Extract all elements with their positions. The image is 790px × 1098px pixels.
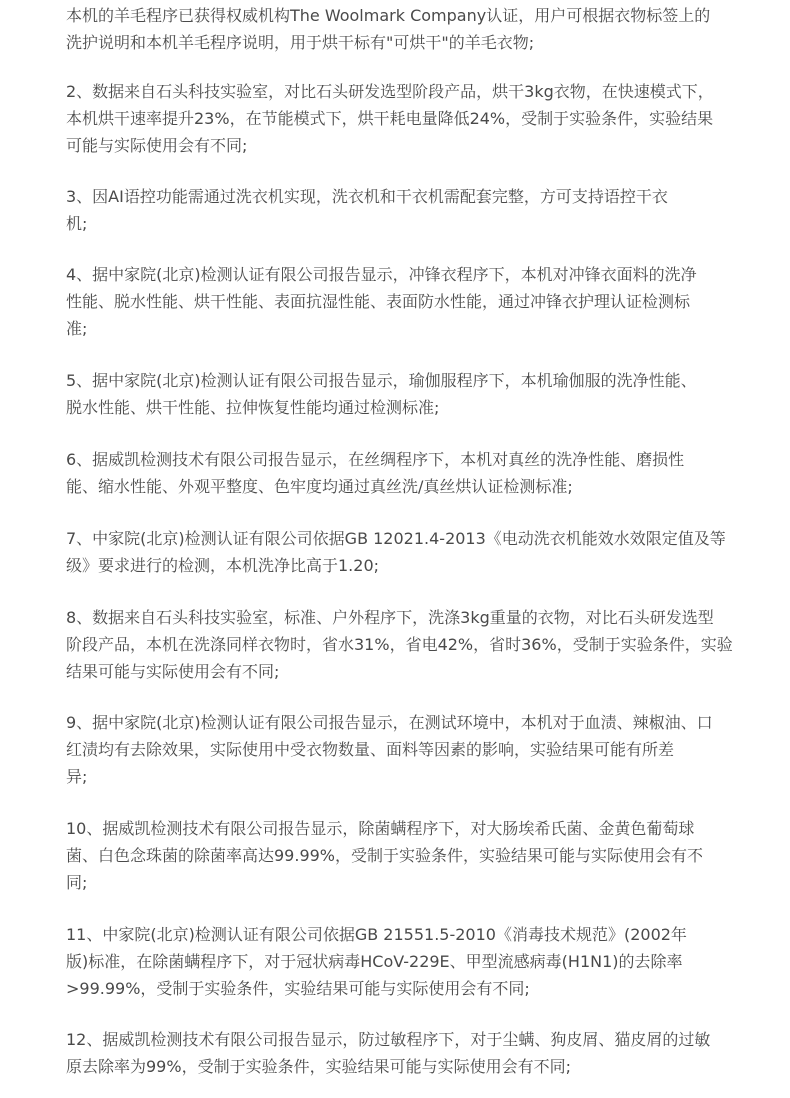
note-intro [66,2,750,56]
note-line: 洗护说明和本机羊毛程序说明，用于烘干标有"可烘干"的羊毛衣物; [66,33,535,52]
note-line: 4、据中家院(北京)检测认证有限公司报告显示，冲锋衣程序下，本机对冲锋衣面料的洗净 [66,265,697,284]
note-line: 6、据威凯检测技术有限公司报告显示，在丝绸程序下，本机对真丝的洗净性能、磨损性 [66,450,685,469]
note-line: 8、数据来自石头科技实验室，标准、户外程序下，洗涤3kg重量的衣物，对比石头研发选型 [66,608,714,627]
note-12 [66,1026,750,1080]
note-line: 结果可能与实际使用会有不同; [66,662,280,681]
note-line: 脱水性能、烘干性能、拉伸恢复性能均通过检测标准; [66,398,440,417]
note-line: 7、中家院(北京)检测认证有限公司依据GB 12021.4-2013《电动洗衣机能效水效限定值及等 [66,529,726,548]
note-line: 性能、脱水性能、烘干性能、表面抗湿性能、表面防水性能，通过冲锋衣护理认证检测标 [66,292,691,311]
note-line: >99.99%，受制于实验条件，实验结果可能与实际使用会有不同; [66,979,530,998]
note-line: 本机的羊毛程序已获得权威机构The Woolmark Company认证，用户可根据衣物标签上的 [66,6,711,25]
note-line: 本机烘干速率提升23%，在节能模式下，烘干耗电量降低24%，受制于实验条件，实验结果 [66,109,714,128]
note-line: 异; [66,767,88,786]
note-11 [66,921,750,1002]
note-8 [66,604,750,685]
note-line: 菌、白色念珠菌的除菌率高达99.99%，受制于实验条件，实验结果可能与实际使用会有不 [66,846,704,865]
note-3 [66,183,750,237]
note-line: 10、据威凯检测技术有限公司报告显示，除菌螨程序下，对大肠埃希氏菌、金黄色葡萄球 [66,819,695,838]
note-9 [66,709,750,790]
note-line: 2、数据来自石头科技实验室，对比石头研发选型阶段产品，烘干3kg衣物，在快速模式下， [66,82,714,101]
note-line: 12、据威凯检测技术有限公司报告显示，防过敏程序下，对于尘螨、狗皮屑、猫皮屑的过敏 [66,1030,711,1049]
note-line: 可能与实际使用会有不同; [66,136,248,155]
note-6 [66,446,750,500]
note-line: 3、因AI语控功能需通过洗衣机实现，洗衣机和干衣机需配套完整，方可支持语控干衣 [66,187,668,206]
note-4 [66,261,750,342]
note-line: 级》要求进行的检测，本机洗净比高于1.20; [66,556,380,575]
note-line: 9、据中家院(北京)检测认证有限公司报告显示，在测试环境中，本机对于血渍、辣椒油、口 [66,713,713,732]
note-line: 红渍均有去除效果，实际使用中受衣物数量、面料等因素的影响，实验结果可能有所差 [66,740,675,759]
note-line: 同; [66,873,88,892]
note-2 [66,78,750,159]
note-line: 版)标准，在除菌螨程序下，对于冠状病毒HCoV-229E、甲型流感病毒(H1N1)的去除率 [66,952,683,971]
note-line: 原去除率为99%，受制于实验条件，实验结果可能与实际使用会有不同; [66,1057,571,1076]
note-10 [66,815,750,896]
note-5 [66,367,750,421]
note-line: 能、缩水性能、外观平整度、色牢度均通过真丝洗/真丝烘认证检测标准; [66,477,573,496]
note-line: 阶段产品，本机在洗涤同样衣物时，省水31%，省电42%，省时36%，受制于实验条件，实验 [66,635,733,654]
note-line: 机; [66,214,88,233]
note-7 [66,525,750,579]
note-line: 5、据中家院(北京)检测认证有限公司报告显示，瑜伽服程序下，本机瑜伽服的洗净性能、 [66,371,697,390]
note-line: 准; [66,319,88,338]
note-line: 11、中家院(北京)检测认证有限公司依据GB 21551.5-2010《消毒技术规范》(2002年 [66,925,687,944]
